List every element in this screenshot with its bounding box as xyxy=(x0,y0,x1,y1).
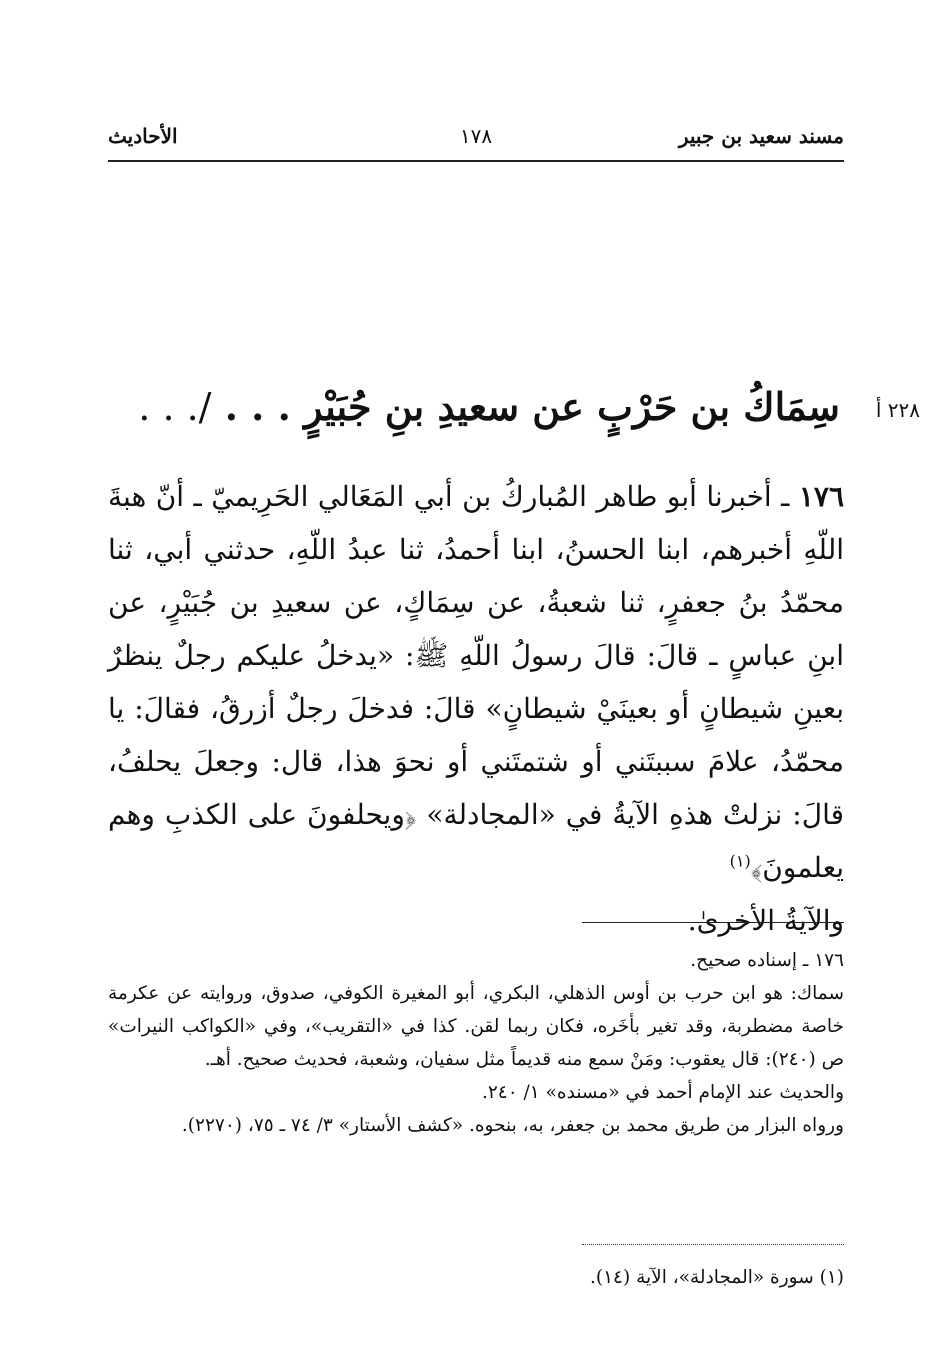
hadith-paragraph xyxy=(108,470,844,894)
footnote-reference: (١) xyxy=(729,851,751,871)
running-header xyxy=(108,120,844,160)
chapter-title xyxy=(138,384,840,444)
header-book-title: مسند سعيد بن جبير xyxy=(678,124,844,148)
chapter-title-text: سِمَاكُ بن حَرْبٍ عن سعيدِ بنِ جُبَيْرٍ . . . xyxy=(224,384,840,429)
header-section-title: الأحاديث xyxy=(108,124,178,148)
commentary-ahmad-ref: والحديث عند الإمام أحمد في «مسنده» ١/ ٢٤٠. xyxy=(481,1082,844,1103)
commentary-grading: ١٧٦ ـ إسناده صحيح. xyxy=(690,950,844,971)
hadith-body: ـ أخبرنا أبو طاهر المُباركُ بن أبي المَعَالي الحَرِيميّ ـ أنّ هبةَ اللّهِ أخبرهم، ابنا الحسنُ، ابنا أحمدُ، ثنا عبدُ اللّهِ، حدثني أبي، ثنا محمّدُ بنُ جعفرٍ، ثنا شعبةُ، عن سِمَاكٍ، عن سعيدِ بن جُبَيْرٍ، عن ابنِ عباسٍ ـ قالَ: قالَ رسولُ اللّهِ ﷺ: «يدخلُ عليكم رجلٌ ينظرٌ بعينِ شيطانٍ أو بعينَيْ شيطانٍ» قالَ: فدخلَ رجلٌ أزرقُ، فقالَ: يا محمّدُ، علامَ سببتَني أو شتمتَني أو نحوَ هذا، قال: وجعلَ يحلفُ، قالَ: نزلتْ هذهِ الآيةُ في «المجادلة» ﴿ويحلفونَ على الكذبِ وهم يعلمونَ﴾ xyxy=(108,480,844,884)
commentary-narrator-note: سماك: هو ابن حرب بن أوس الذهلي، البكري، أبو المغيرة الكوفي، صدوق، وروايته عن عكرمة خاصة مضطربة، وقد تغير بأخَره، فكان ربما لقن. كذا في «التقريب»، وفي «الكواكب النيرات» ص (٢٤٠): قال يعقوب: ومَنْ سمع منه قديماً مثل سفيان، وشعبة، فحديث صحيح. أهـ. xyxy=(108,983,844,1070)
hadith-tail: والآيةُ الأخرىٰ. xyxy=(687,904,844,937)
manuscript-folio-note: ٢٢٨ أ xyxy=(875,398,920,422)
footnote-rule xyxy=(582,1244,844,1245)
commentary-notes xyxy=(108,944,844,1142)
header-rule xyxy=(108,160,844,162)
commentary-rule xyxy=(582,922,844,923)
hadith-number: ١٧٦ xyxy=(798,480,844,513)
footnote-text: (١) سورة «المجادلة»، الآية (١٤). xyxy=(590,1267,844,1288)
header-page-number: ١٧٨ xyxy=(459,124,493,148)
hadith-text xyxy=(108,470,844,947)
commentary-bazzar-ref: ورواه البزار من طريق محمد بن جعفر، به، بنحوه. «كشف الأستار» ٣/ ٧٤ ـ ٧٥، (٢٢٧٠). xyxy=(181,1115,844,1136)
chapter-title-slash: /. . . xyxy=(138,385,212,429)
